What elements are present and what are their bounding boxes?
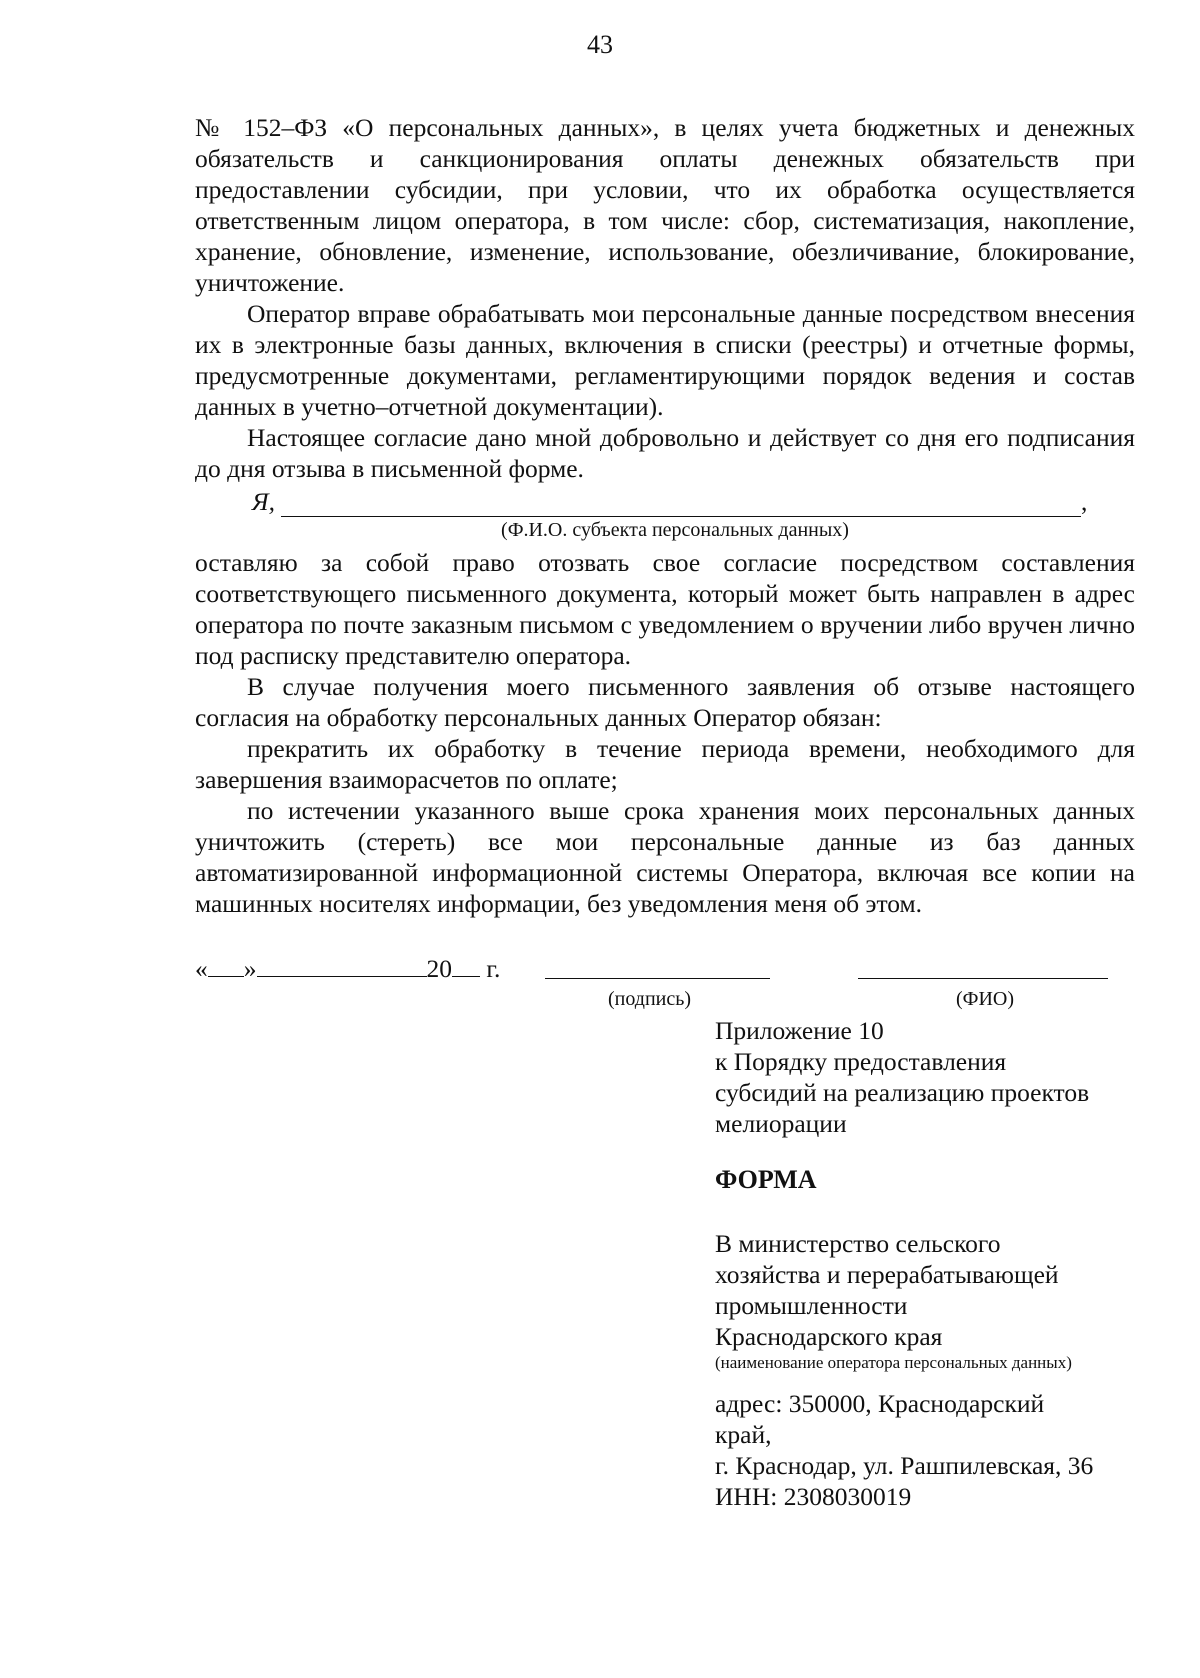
form-heading: ФОРМА xyxy=(715,1165,817,1194)
page-number: 43 xyxy=(587,30,613,59)
recipient-block xyxy=(715,1228,1155,1512)
recipient-line: промышленности xyxy=(715,1291,908,1320)
subject-name-line xyxy=(195,486,1135,517)
paragraph-stop-processing: прекратить их обработку в течение периода времени, необходимого для завершения взаиморасчетов по оплате; xyxy=(195,734,1135,794)
quote-open: « xyxy=(195,954,208,983)
paragraph-operator-rights: Оператор вправе обрабатывать мои персональные данные посредством внесения их в электронные базы данных, включения в списки (реестры) и отчетные формы, предусмотренные документами, регламентирующими порядок ведения и состав данных в учетно–отчетной документации). xyxy=(195,299,1135,421)
paragraph-revocation-case: В случае получения моего письменного заявления об отзыве настоящего согласия на обработку персональных данных Оператор обязан: xyxy=(195,672,1135,732)
address-line: г. Краснодар, ул. Рашпилевская, 36 xyxy=(715,1451,1094,1480)
signature-row xyxy=(195,954,1135,984)
year-prefix: 20 xyxy=(426,954,452,983)
year-blank[interactable] xyxy=(452,954,480,977)
address-line: ИНН: 2308030019 xyxy=(715,1482,912,1511)
signature-caption: (подпись) xyxy=(608,988,692,1010)
fio-blank[interactable] xyxy=(858,978,1108,979)
appendix-line: субсидий на реализацию проектов xyxy=(715,1078,1090,1107)
paragraph-consent-validity: Настоящее согласие дано мной добровольно и действует со дня его подписания до дня отзыва в письменной форме. xyxy=(195,423,1135,483)
ya-comma: , xyxy=(1081,487,1088,516)
appendix-line: мелиорации xyxy=(715,1109,847,1138)
day-blank[interactable] xyxy=(208,954,244,977)
paragraph-destroy-data: по истечении указанного выше срока хранения моих персональных данных уничтожить (стереть) все мои персональные данные из баз данных автоматизированной информационной системы Оператора, включая все копии на машинных носителях информации, без уведомления меня об этом. xyxy=(195,796,1135,918)
address-line: край, xyxy=(715,1420,772,1449)
signature-blank[interactable] xyxy=(545,978,770,979)
appendix-block xyxy=(715,1015,1135,1139)
consent-text xyxy=(195,112,1135,919)
paragraph-law-reference: № 152–ФЗ «О персональных данных», в целях учета бюджетных и денежных обязательств и санкционирования оплаты денежных обязательств при предоставлении субсидии, при условии, что их обработка осуществляется ответственным лицом оператора, в том числе: сбор, систематизация, накопление, хранение, обновление, изменение, использование, обезличивание, блокирование, уничтожение. xyxy=(195,113,1135,297)
appendix-line: к Порядку предоставления xyxy=(715,1047,1007,1076)
recipient-line: Краснодарского края xyxy=(715,1322,943,1351)
operator-caption: (наименование оператора персональных данных) xyxy=(715,1353,1072,1372)
paragraph-revocation-right: оставляю за собой право отозвать свое согласие посредством составления соответствующего письменного документа, который может быть направлен в адрес оператора по почте заказным письмом с уведомлением о вручении либо вручен лично под расписку представителю оператора. xyxy=(195,548,1135,670)
subject-name-blank[interactable] xyxy=(281,494,1081,517)
date-field xyxy=(195,954,500,984)
recipient-line: хозяйства и перерабатывающей xyxy=(715,1260,1059,1289)
quote-close: » xyxy=(243,954,257,983)
year-suffix: г. xyxy=(480,954,501,983)
appendix-line: Приложение 10 xyxy=(715,1016,884,1045)
fio-caption: (ФИО) xyxy=(956,988,1015,1010)
subject-name-caption: (Ф.И.О. субъекта персональных данных) xyxy=(501,519,849,541)
address-line: адрес: 350000, Краснодарский xyxy=(715,1389,1045,1418)
ya-label: Я, xyxy=(251,487,275,516)
recipient-line: В министерство сельского xyxy=(715,1229,1001,1258)
month-blank[interactable] xyxy=(257,954,427,977)
